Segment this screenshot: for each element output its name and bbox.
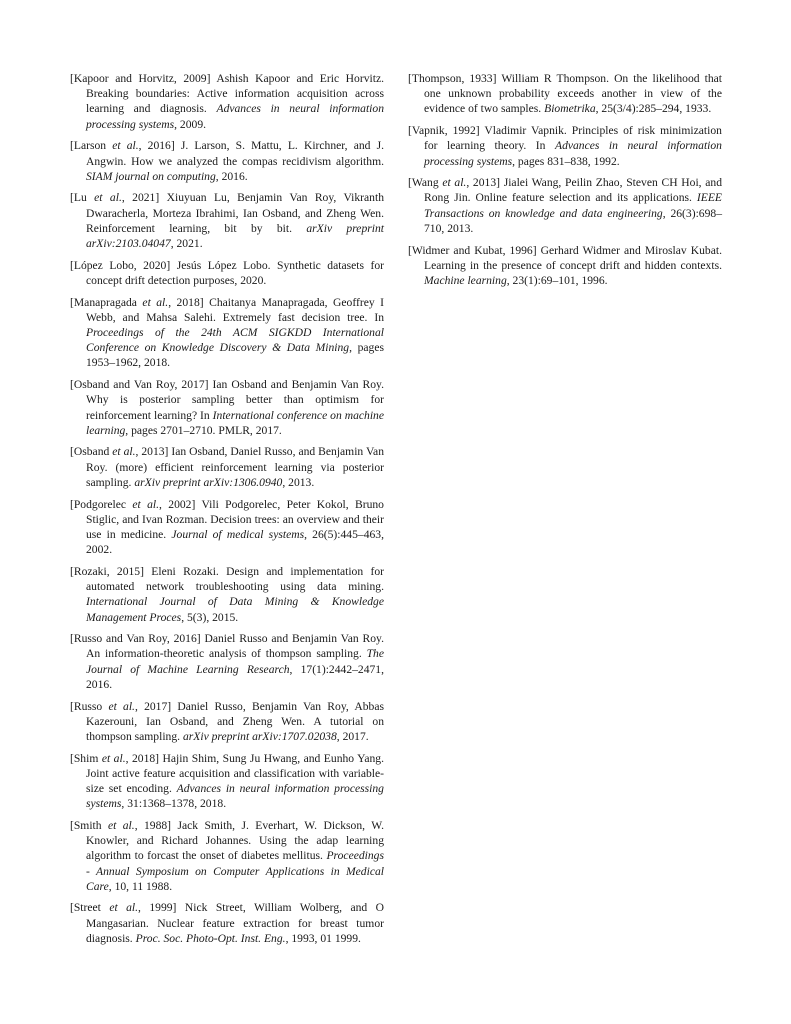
reference-authors: Chaitanya Manapragada, Geoffrey I Webb, and Mahsa Salehi. bbox=[86, 295, 384, 324]
reference-venue: Advances in neural information processing systems bbox=[86, 782, 384, 811]
reference-title: Online feature selection and its applications. bbox=[475, 191, 692, 205]
reference-venue: Biometrika bbox=[544, 102, 596, 116]
reference-label: [Wang et al., 2013] bbox=[408, 176, 500, 190]
reference-entry bbox=[70, 444, 384, 490]
reference-details: , 2009. bbox=[174, 117, 207, 131]
reference-label: [López Lobo, 2020] bbox=[70, 258, 171, 272]
reference-authors: Jialei Wang, Peilin Zhao, Steven CH Hoi, and Rong Jin. bbox=[424, 176, 723, 205]
reference-details: , 2021. bbox=[170, 237, 203, 251]
reference-entry bbox=[408, 243, 722, 289]
reference-title: Reinforcement learning, bit by bit. bbox=[86, 221, 293, 235]
reference-entry bbox=[70, 699, 384, 745]
reference-authors: Daniel Russo and Benjamin Van Roy. bbox=[204, 632, 384, 646]
reference-entry bbox=[70, 138, 384, 184]
reference-details: , 2013. bbox=[282, 475, 315, 489]
reference-authors: Hajin Shim, Sung Ju Hwang, and Eunho Yang. bbox=[162, 751, 384, 765]
reference-title: How we analyzed the compas recidivism algorithm. bbox=[131, 154, 384, 168]
reference-authors: Ian Osband and Benjamin Van Roy. bbox=[212, 378, 384, 392]
reference-title: Principles of risk minimization for learning theory. In bbox=[424, 124, 722, 153]
reference-entry bbox=[70, 751, 384, 812]
reference-details: , 5(3), 2015. bbox=[181, 610, 239, 624]
reference-title: Synthetic datasets for concept drift detection purposes, 2020. bbox=[86, 258, 385, 287]
reference-authors: Vladimir Vapnik. bbox=[484, 124, 567, 138]
references-right-column bbox=[408, 71, 722, 295]
reference-venue: Proceedings of the 24th ACM SIGKDD International Conference on Knowledge Discovery & Data Mining bbox=[86, 326, 384, 355]
reference-details: , 26(3):698–710, 2013. bbox=[424, 206, 722, 235]
reference-title: Breaking boundaries: Active information acquisition across learning and diagnosis. bbox=[86, 87, 384, 116]
reference-details: , 31:1368–1378, 2018. bbox=[121, 797, 227, 811]
reference-entry bbox=[70, 377, 384, 438]
reference-label: [Smith et al., 1988] bbox=[70, 818, 172, 832]
reference-venue: Journal of medical systems bbox=[171, 527, 305, 541]
reference-authors: Nick Street, William Wolberg, and O Mangasarian. bbox=[86, 901, 384, 930]
reference-authors: Eleni Rozaki. bbox=[151, 564, 219, 578]
reference-authors: William R Thompson. bbox=[501, 72, 609, 85]
reference-venue: arXiv preprint arXiv:1707.02038 bbox=[182, 729, 337, 743]
reference-venue: arXiv preprint arXiv:2103.04047 bbox=[86, 221, 384, 251]
reference-title: Joint active feature acquisition and classification with variable-size set encoding. bbox=[86, 766, 384, 796]
reference-title: Extremely fast decision tree. In bbox=[222, 310, 384, 324]
reference-label: [Lu et al., 2021] bbox=[70, 191, 160, 205]
reference-entry bbox=[70, 295, 384, 371]
reference-title: Decision trees: an overview and their use in medicine. bbox=[86, 512, 384, 541]
reference-details: , 10, 11 1988. bbox=[108, 879, 173, 893]
reference-label: [Street et al., 1999] bbox=[70, 901, 177, 915]
reference-details: , 2016. bbox=[215, 169, 248, 183]
reference-authors: Daniel Russo, Benjamin Van Roy, Abbas Kazerouni, Ian Osband, and Zheng Wen. bbox=[86, 699, 384, 728]
reference-venue: The Journal of Machine Learning Research bbox=[86, 647, 384, 676]
reference-venue: International conference on machine learning bbox=[86, 408, 384, 437]
reference-label: [Manapragada et al., 2018] bbox=[70, 295, 204, 309]
reference-details: , 25(3/4):285–294, 1933. bbox=[595, 102, 712, 116]
reference-authors: Gerhard Widmer and Miroslav Kubat. bbox=[540, 243, 722, 257]
reference-details: , pages 2701–2710. PMLR, 2017. bbox=[125, 423, 282, 437]
reference-details: , 23(1):69–101, 1996. bbox=[506, 273, 608, 287]
reference-label: [Vapnik, 1992] bbox=[408, 124, 480, 138]
reference-venue: International Journal of Data Mining & Knowledge Management Proces bbox=[86, 595, 384, 624]
reference-authors: J. Larson, S. Mattu, L. Kirchner, and J. Angwin. bbox=[86, 139, 384, 168]
reference-label: [Osband and Van Roy, 2017] bbox=[70, 378, 209, 392]
reference-label: [Osband et al., 2013] bbox=[70, 445, 169, 459]
reference-entry bbox=[408, 71, 722, 117]
reference-title: Design and implementation for automated network troubleshooting using data mining. bbox=[86, 564, 384, 594]
reference-label: [Rozaki, 2015] bbox=[70, 564, 144, 578]
reference-label: [Russo et al., 2017] bbox=[70, 699, 172, 713]
reference-venue: Advances in neural information processing systems bbox=[86, 102, 384, 131]
reference-details: , 17(1):2442–2471, 2016. bbox=[86, 662, 384, 691]
reference-authors: Jesús López Lobo. bbox=[176, 258, 271, 272]
reference-entry bbox=[70, 900, 384, 946]
reference-title: Why is posterior sampling better than optimism for reinforcement learning? In bbox=[86, 393, 384, 422]
reference-venue: IEEE Transactions on knowledge and data engineering bbox=[424, 191, 723, 220]
reference-entry bbox=[70, 190, 384, 251]
reference-entry bbox=[70, 71, 384, 132]
reference-title: Nuclear feature extraction for breast tumor diagnosis. bbox=[86, 916, 384, 945]
reference-entry bbox=[70, 564, 384, 625]
reference-entry bbox=[70, 631, 384, 692]
reference-title: Learning in the presence of concept drift and hidden contexts. bbox=[424, 258, 722, 272]
reference-venue: Advances in neural information processing systems bbox=[424, 139, 722, 168]
reference-title: On the likelihood that one unknown probability exceeds another in view of the evidence of two samples. bbox=[424, 72, 722, 116]
reference-authors: Jack Smith, J. Everhart, W. Dickson, W. Knowler, and Richard Johannes. bbox=[86, 818, 384, 848]
reference-label: [Thompson, 1933] bbox=[408, 72, 497, 85]
reference-title: Using the adap learning algorithm to forcast the onset of diabetes mellitus. bbox=[86, 834, 384, 863]
reference-title: (more) efficient reinforcement learning via posterior sampling. bbox=[86, 460, 384, 489]
reference-venue: Proc. Soc. Photo-Opt. Inst. Eng. bbox=[135, 931, 286, 945]
reference-details: , 2017. bbox=[336, 729, 369, 743]
reference-label: [Widmer and Kubat, 1996] bbox=[408, 243, 537, 257]
reference-label: [Larson et al., 2016] bbox=[70, 139, 175, 153]
reference-entry bbox=[70, 818, 384, 894]
reference-entry bbox=[70, 497, 384, 558]
reference-entry bbox=[408, 123, 722, 169]
reference-authors: Ashish Kapoor and Eric Horvitz. bbox=[216, 72, 384, 85]
reference-label: [Russo and Van Roy, 2016] bbox=[70, 632, 201, 646]
reference-label: [Shim et al., 2018] bbox=[70, 751, 160, 765]
reference-title: A tutorial on thompson sampling. bbox=[86, 714, 384, 743]
reference-entry bbox=[70, 258, 384, 288]
reference-label: [Podgorelec et al., 2002] bbox=[70, 497, 196, 511]
reference-details: , pages 831–838, 1992. bbox=[512, 154, 620, 168]
references-left-column bbox=[70, 71, 384, 953]
reference-venue: Machine learning bbox=[424, 273, 507, 287]
reference-venue: arXiv preprint arXiv:1306.0940 bbox=[134, 475, 283, 489]
reference-authors: Ian Osband, Daniel Russo, and Benjamin Van Roy. bbox=[86, 445, 384, 474]
reference-venue: SIAM journal on computing bbox=[86, 169, 216, 183]
reference-details: , pages 1953–1962, 2018. bbox=[86, 341, 384, 370]
reference-venue: Proceedings - Annual Symposium on Computer Applications in Medical Care bbox=[86, 849, 384, 893]
reference-authors: Xiuyuan Lu, Benjamin Van Roy, Vikranth Dwaracherla, Morteza Ibrahimi, Ian Osband, and Zheng Wen. bbox=[86, 191, 384, 220]
reference-details: , 1993, 01 1999. bbox=[285, 931, 361, 945]
reference-details: , 26(5):445–463, 2002. bbox=[86, 527, 384, 557]
reference-entry bbox=[408, 175, 722, 236]
reference-authors: Vili Podgorelec, Peter Kokol, Bruno Stiglic, and Ivan Rozman. bbox=[86, 497, 384, 526]
reference-title: An information-theoretic analysis of thompson sampling. bbox=[86, 647, 362, 661]
reference-label: [Kapoor and Horvitz, 2009] bbox=[70, 72, 211, 85]
